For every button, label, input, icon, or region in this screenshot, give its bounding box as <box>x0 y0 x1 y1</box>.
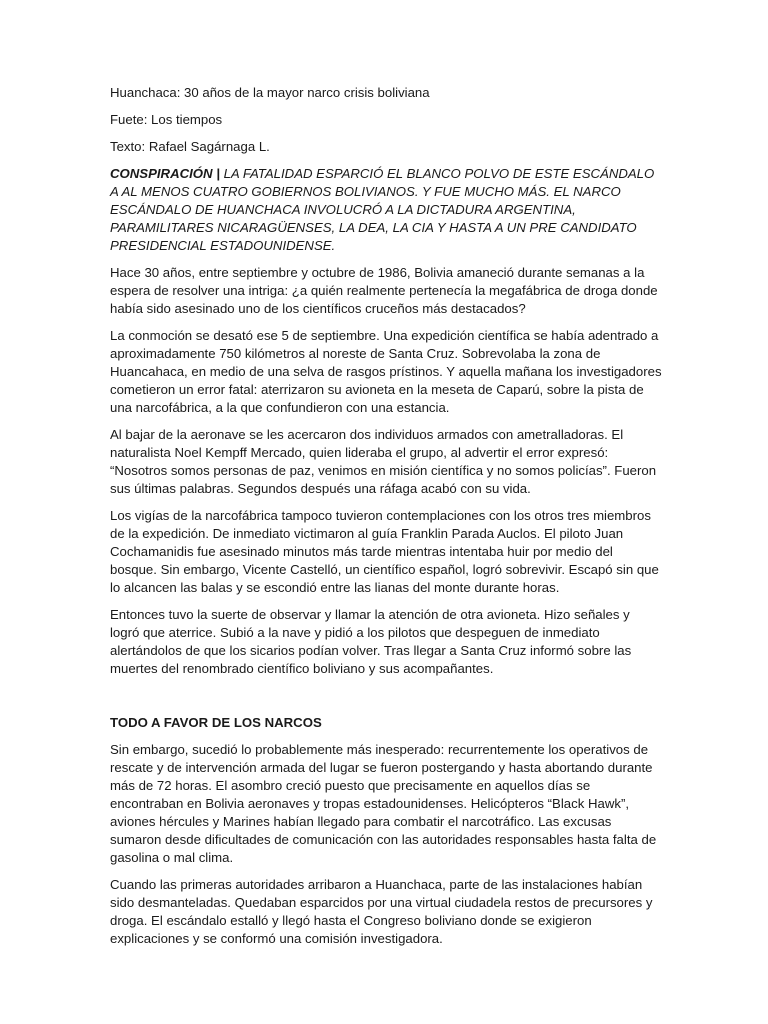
lead-text: LA FATALIDAD ESPARCIÓ EL BLANCO POLVO DE ESTE ESCÁNDALO A AL MENOS CUATRO GOBIERNOS BOLIVIANOS. Y FUE MUCHO MÁS. EL NARCO ESCÁNDALO DE HUANCHACA INVOLUCRÓ A LA DICTADURA ARGENTINA, PARAMILITARES NICARAGÜENSES, LA DEA, LA CIA Y HASTA A UN PRE CANDIDATO PRESIDENCIAL ESTADOUNIDENSE. <box>110 166 655 253</box>
section-paragraph: Cuando las primeras autoridades arribaron a Huanchaca, parte de las instalaciones habían sido desmanteladas. Quedaban esparcidos por una virtual ciudadela restos de precursores y droga. El escándalo estalló y llegó hasta el Congreso boliviano donde se exigieron explicaciones y se conformó una comisión investigadora. <box>110 877 653 946</box>
paragraph: Hace 30 años, entre septiembre y octubre de 1986, Bolivia amaneció durante semanas a la espera de resolver una intriga: ¿a quién realmente pertenecía la megafábrica de droga donde había sido asesinado uno de los científicos cruceños más destacados? <box>110 265 658 316</box>
lead-label: CONSPIRACIÓN | <box>110 166 220 181</box>
document-author: Texto: Rafael Sagárnaga L. <box>110 139 270 154</box>
paragraph: Los vigías de la narcofábrica tampoco tuvieron contemplaciones con los otros tres miembros de la expedición. De inmediato victimaron al guía Franklin Parada Auclos. El piloto Juan Cochamanidis fue asesinado minutos más tarde mientras intentaba huir por medio del bosque. Sin embargo, Vicente Castelló, un científico español, logró sobrevivir. Escapó sin que lo alcancen las balas y se escondió entre las lianas del monte durante horas. <box>110 508 659 595</box>
section-paragraph: Sin embargo, sucedió lo probablemente más inesperado: recurrentemente los operativos de rescate y de intervención armada del lugar se fueron postergando y hasta abortando durante más de 72 horas. El asombro creció puesto que precisamente en aquellos días se encontraban en Bolivia aeronaves y tropas estadounidenses. Helicópteros “Black Hawk”, aviones hércules y Marines habían llegado para combatir el narcotráfico. Las excusas sumaron desde dificultades de comunicación con las autoridades responsables hasta falta de gasolina o mal clima. <box>110 742 657 865</box>
document-title: Huanchaca: 30 años de la mayor narco crisis boliviana <box>110 85 430 100</box>
paragraph: La conmoción se desató ese 5 de septiembre. Una expedición científica se había adentrado a aproximadamente 750 kilómetros al noreste de Santa Cruz. Sobrevolaba la zona de Huancahaca, en medio de una selva de rasgos prístinos. Y aquella mañana los investigadores cometieron un error fatal: aterrizaron su avioneta en la meseta de Caparú, sobre la pista de una narcofábrica, a la que confundieron con una estancia. <box>110 328 662 415</box>
paragraph: Entonces tuvo la suerte de observar y llamar la atención de otra avioneta. Hizo señales y logró que aterrice. Subió a la nave y pidió a los pilotos que despeguen de inmediato alertándolos de que los sicarios podían volver. Tras llegar a Santa Cruz informó sobre las muertes del renombrado científico boliviano y sus acompañantes. <box>110 607 632 676</box>
section-heading: TODO A FAVOR DE LOS NARCOS <box>110 715 322 730</box>
paragraph: Al bajar de la aeronave se les acercaron dos individuos armados con ametralladoras. El naturalista Noel Kempff Mercado, quien lideraba el grupo, al advertir el error expresó: “Nosotros somos personas de paz, venimos en misión científica y no somos policías”. Fueron sus últimas palabras. Segundos después una ráfaga acabó con su vida. <box>110 427 657 496</box>
document-body <box>110 84 662 957</box>
lead-paragraph <box>110 165 662 255</box>
document-source: Fuete: Los tiempos <box>110 112 223 127</box>
